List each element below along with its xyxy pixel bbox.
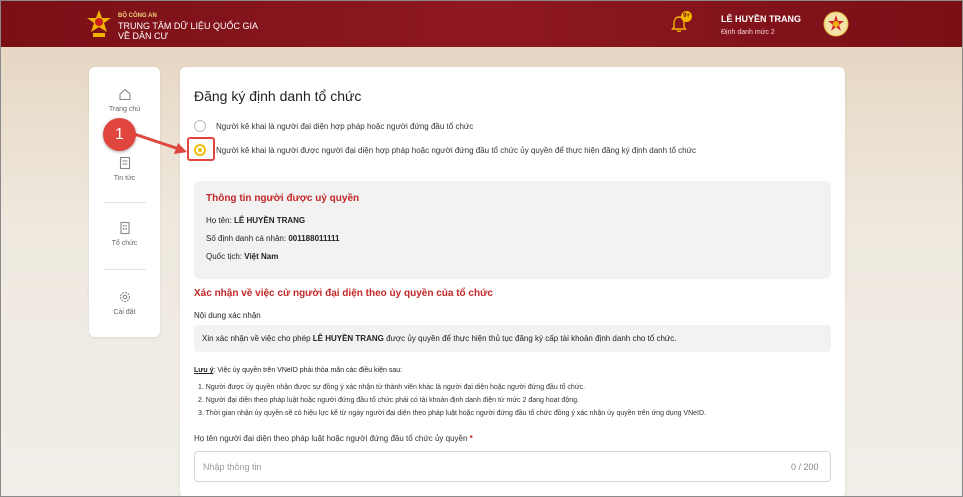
registration-card xyxy=(180,67,845,497)
note-heading xyxy=(194,367,402,374)
rep-name-input[interactable] xyxy=(194,451,831,482)
sidebar-divider xyxy=(103,269,146,270)
content-suffix: được ủy quyền để thực hiện thủ tục đăng ký cấp tài khoản định danh cho tổ chức. xyxy=(386,334,677,343)
sidebar-item-label: Cài đặt xyxy=(113,309,136,316)
org-line-3: VỀ DÂN CƯ xyxy=(118,31,169,41)
confirm-content-label: Nội dung xác nhận xyxy=(194,311,261,320)
info-nation-label: Quốc tịch: xyxy=(206,252,243,261)
top-header xyxy=(1,1,962,47)
home-icon xyxy=(118,87,132,101)
note-item: 3. Thời gian nhận ủy quyền sẽ có hiệu lực kể từ ngày người đại diện theo pháp luật hoặc người đứng đầu tổ chức đồng ý xác nhận ủy quyền trên ứng dụng VNeID. xyxy=(198,410,706,417)
sidebar-item-organization[interactable] xyxy=(89,221,160,247)
info-title: Thông tin người được uỷ quyền xyxy=(206,193,360,204)
option-label[interactable]: Người kê khai là người đại diện hợp pháp hoặc người đứng đầu tổ chức xyxy=(216,122,474,131)
content-prefix: Xin xác nhận về việc cho phép xyxy=(202,334,311,343)
sidebar-item-label: Tin tức xyxy=(113,175,136,182)
news-icon xyxy=(118,156,132,170)
user-level: Định danh mức 2 xyxy=(721,29,775,36)
highlight-box xyxy=(187,137,215,161)
content-name: LÊ HUYỀN TRANG xyxy=(312,334,384,343)
info-id-label: Số định danh cá nhân: xyxy=(206,234,287,243)
gear-icon xyxy=(118,290,132,304)
info-nation-value: Việt Nam xyxy=(244,252,279,261)
note-item: 2. Người đại diện theo pháp luật hoặc người đứng đầu tổ chức phải có tài khoản định danh điện tử mức 2 đang hoạt động. xyxy=(198,397,579,404)
page-title: Đăng ký định danh tổ chức xyxy=(194,88,362,104)
info-id-row xyxy=(206,234,340,243)
info-nation-row xyxy=(206,252,278,261)
building-icon xyxy=(118,221,132,235)
note-text: : Việc ủy quyền trên VNeID phải thỏa mãn các điều kiện sau: xyxy=(213,367,403,374)
note-label: Lưu ý xyxy=(194,367,214,374)
sidebar-item-settings[interactable] xyxy=(89,290,160,316)
sidebar-item-home[interactable] xyxy=(89,87,160,113)
org-name xyxy=(118,11,258,41)
callout-arrow-icon xyxy=(129,131,191,157)
avatar[interactable] xyxy=(823,11,849,37)
step-number-badge: 1 xyxy=(103,118,136,151)
confirm-content-text xyxy=(202,334,677,343)
confirm-content-box xyxy=(194,325,831,352)
info-name-label: Họ tên: xyxy=(206,216,232,225)
sidebar-item-news[interactable] xyxy=(89,156,160,182)
user-name[interactable]: LÊ HUYỀN TRANG xyxy=(721,14,802,24)
radio-legal-representative[interactable] xyxy=(194,120,206,132)
sidebar-divider xyxy=(103,202,146,203)
info-name-value: LÊ HUYỀN TRANG xyxy=(234,216,306,225)
note-item: 1. Người được ủy quyền nhận được sự đồng ý xác nhận từ thành viên khác là người đại diện hoặc người đứng đầu tổ chức. xyxy=(198,384,585,391)
sidebar-item-label: Trang chủ xyxy=(108,106,141,113)
notification-badge: 9+ xyxy=(681,11,692,22)
org-line-1: BỘ CÔNG AN xyxy=(118,13,157,19)
org-line-2: TRUNG TÂM DỮ LIỆU QUỐC GIA xyxy=(118,21,259,31)
char-counter: 0 / 200 xyxy=(791,462,819,472)
sidebar-item-label: Tổ chức xyxy=(111,240,138,247)
info-name-row xyxy=(206,216,305,225)
confirm-section-title: Xác nhận về việc cử người đại diện theo ủy quyền của tổ chức xyxy=(194,288,493,299)
authorized-person-info xyxy=(194,181,831,279)
rep-name-label-text: Họ tên người đại diện theo pháp luật hoặc người đứng đầu tổ chức ủy quyền xyxy=(194,434,468,443)
required-mark: * xyxy=(469,434,473,443)
sidebar xyxy=(89,67,160,337)
option-label[interactable]: Người kê khai là người được người đại diện hợp pháp hoặc người đứng đầu tổ chức ủy quyền để thực hiện đăng ký định danh tổ chức xyxy=(216,146,696,155)
rep-name-label xyxy=(194,434,473,443)
police-emblem-icon[interactable] xyxy=(85,9,113,39)
info-id-value: 001188011111 xyxy=(288,234,340,243)
